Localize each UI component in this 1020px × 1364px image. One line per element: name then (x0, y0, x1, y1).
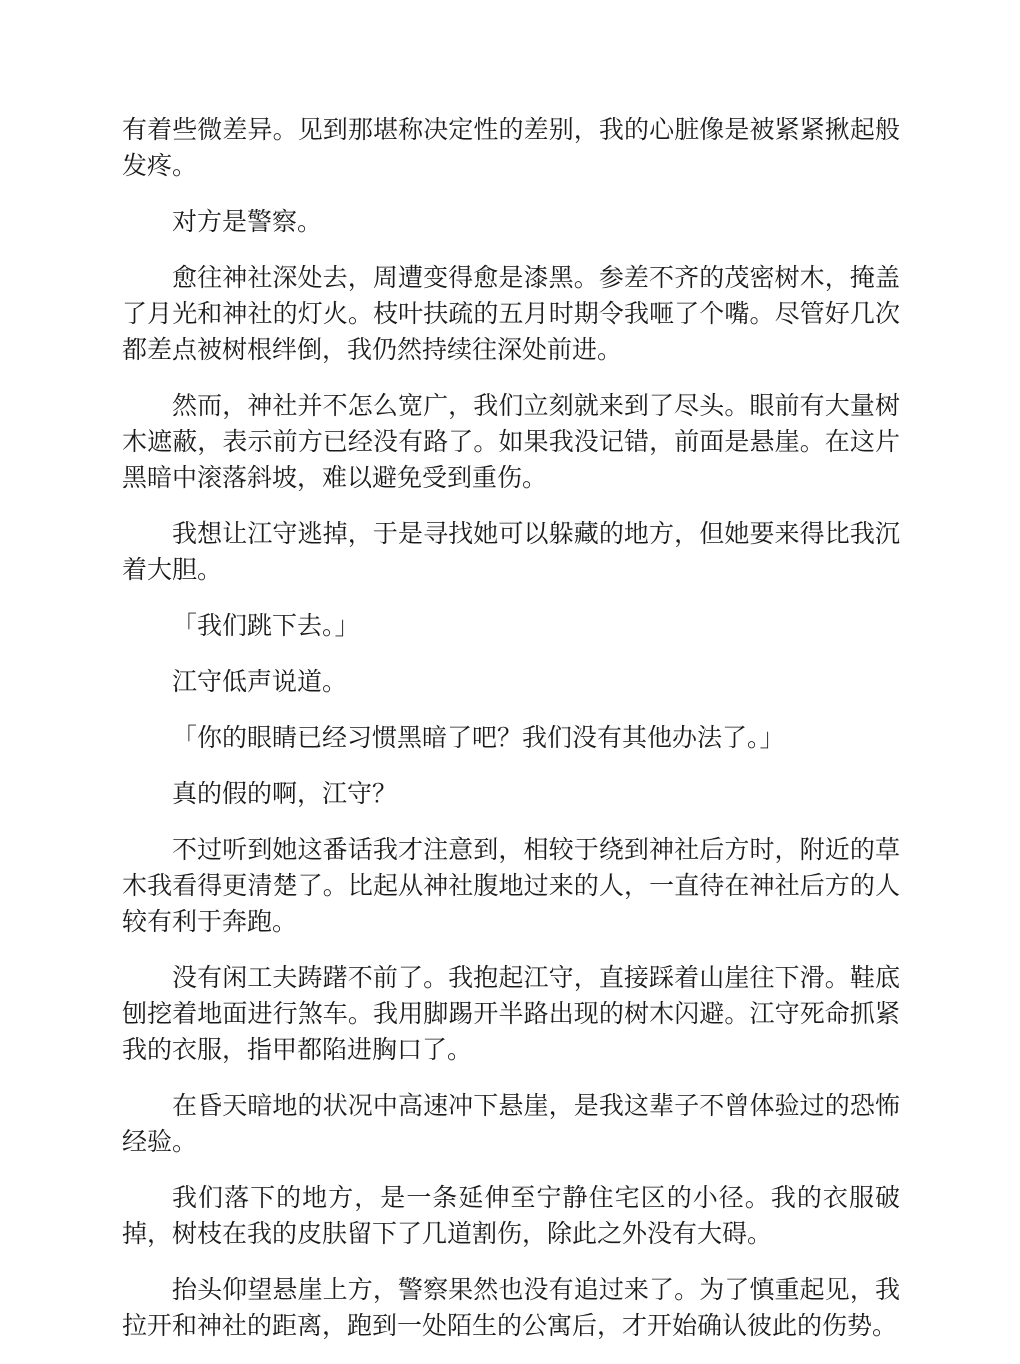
paragraph-3: 愈往神社深处去，周遭变得愈是漆黑。参差不齐的茂密树木，掩盖了月光和神社的灯火。枝叶扶疏的五月时期令我咂了个嘴。尽管好几次都差点被树根绊倒，我仍然持续往深处前进。 (122, 263, 900, 364)
paragraph-5: 我想让江守逃掉，于是寻找她可以躲藏的地方，但她要来得比我沉着大胆。 (122, 519, 900, 584)
paragraph-13: 我们落下的地方，是一条延伸至宁静住宅区的小径。我的衣服破掉，树枝在我的皮肤留下了几道割伤，除此之外没有大碍。 (122, 1183, 900, 1248)
dialogue-eyes: 「你的眼睛已经习惯黑暗了吧？我们没有其他办法了。」 (172, 723, 785, 752)
paragraph-11: 没有闲工夫踌躇不前了。我抱起江守，直接踩着山崖往下滑。鞋底刨挖着地面进行煞车。我用脚踢开半路出现的树木闪避。江守死命抓紧我的衣服，指甲都陷进胸口了。 (122, 963, 900, 1064)
page-body (122, 112, 900, 1364)
paragraph-9: 真的假的啊，江守？ (172, 779, 398, 808)
paragraph-1: 有着些微差异。见到那堪称决定性的差别，我的心脏像是被紧紧揪起般发疼。 (122, 115, 900, 180)
paragraph-7: 江守低声说道。 (172, 667, 348, 696)
paragraph-4: 然而，神社并不怎么宽广，我们立刻就来到了尽头。眼前有大量树木遮蔽，表示前方已经没有路了。如果我没记错，前面是悬崖。在这片黑暗中滚落斜坡，难以避免受到重伤。 (122, 391, 900, 492)
dialogue-jump: 「我们跳下去。」 (172, 611, 360, 640)
paragraph-2: 对方是警察。 (172, 207, 323, 236)
paragraph-10: 不过听到她这番话我才注意到，相较于绕到神社后方时，附近的草木我看得更清楚了。比起从神社腹地过来的人，一直待在神社后方的人较有利于奔跑。 (122, 835, 900, 936)
paragraph-14: 抬头仰望悬崖上方，警察果然也没有追过来了。为了慎重起见，我拉开和神社的距离，跑到一处陌生的公寓后，才开始确认彼此的伤势。 (122, 1275, 900, 1340)
paragraph-12: 在昏天暗地的状况中高速冲下悬崖，是我这辈子不曾体验过的恐怖经验。 (122, 1091, 900, 1156)
